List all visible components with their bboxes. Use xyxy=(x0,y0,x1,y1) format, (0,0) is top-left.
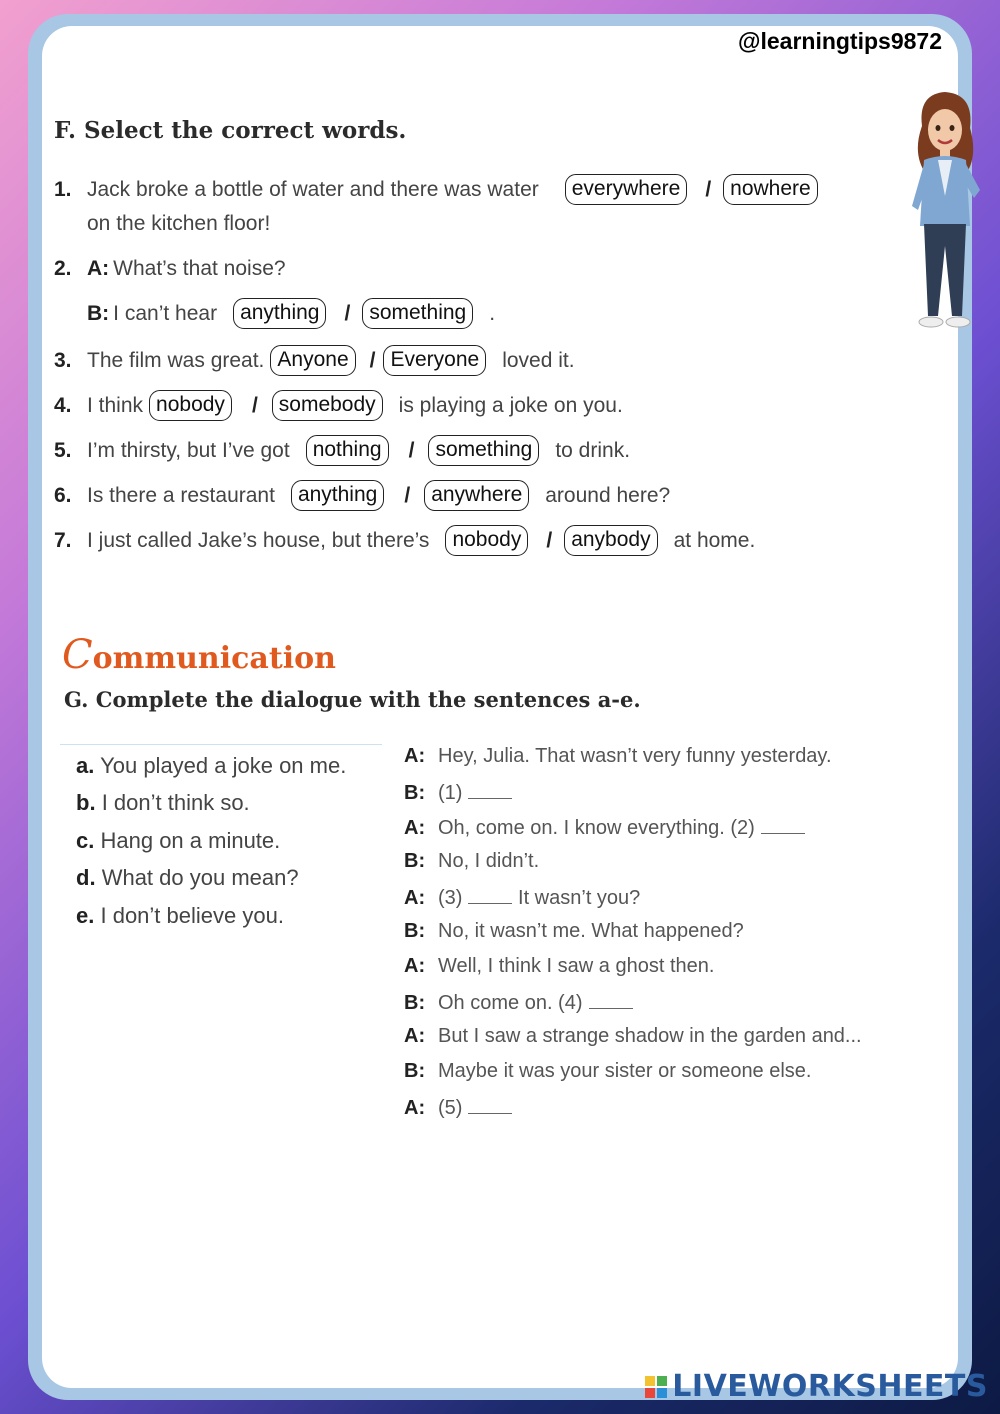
dialogue-line-2 xyxy=(404,780,512,805)
answer-blank-3[interactable] xyxy=(468,885,512,904)
dialogue-line-1 xyxy=(404,745,832,768)
dialogue-line-9 xyxy=(404,1025,862,1048)
dialogue-line-4 xyxy=(404,850,539,873)
option-anywhere[interactable]: anywhere xyxy=(424,480,529,511)
dialogue-text: But I saw a strange shadow in the garden and... xyxy=(438,1025,862,1047)
question-3 xyxy=(54,345,575,376)
option-separator: / xyxy=(705,177,712,201)
section-g-title: G. Complete the dialogue with the sentences a-e. xyxy=(64,687,641,712)
dialogue-text: No, I didn’t. xyxy=(438,850,540,872)
question-number: 4. xyxy=(54,393,72,417)
question-text-end: at home. xyxy=(673,528,756,552)
speaker-label: A: xyxy=(404,745,426,767)
option-anything[interactable]: anything xyxy=(291,480,384,511)
question-text: I think xyxy=(87,393,144,417)
option-something[interactable]: something xyxy=(428,435,539,466)
question-5 xyxy=(54,435,630,466)
option-separator: / xyxy=(404,483,411,507)
question-number: 7. xyxy=(54,528,72,552)
speaker-label: B: xyxy=(404,1060,426,1082)
dialogue-text: Hey, Julia. That wasn’t very funny yesterday. xyxy=(438,745,832,767)
question-text: I can’t hear xyxy=(113,301,218,325)
speaker-label: A: xyxy=(404,887,426,909)
dialogue-text: (3) xyxy=(438,887,463,909)
question-text-end: is playing a joke on you. xyxy=(398,393,623,417)
question-text-end: around here? xyxy=(545,483,671,507)
speaker-b-label: B: xyxy=(87,301,110,325)
option-anybody[interactable]: anybody xyxy=(564,525,657,556)
option-anything[interactable]: anything xyxy=(233,298,326,329)
dialogue-text: (5) xyxy=(438,1097,463,1119)
question-text-end: . xyxy=(489,301,496,325)
dialogue-line-8 xyxy=(404,990,633,1015)
option-nothing[interactable]: nothing xyxy=(306,435,389,466)
dialogue-line-10 xyxy=(404,1060,812,1083)
option-letter: d. xyxy=(76,865,96,890)
dialogue-line-11 xyxy=(404,1095,512,1120)
dialogue-text: Oh, come on. I know everything. (2) xyxy=(438,817,755,839)
answer-option-e xyxy=(76,903,284,929)
dialogue-line-6 xyxy=(404,920,744,943)
question-number: 5. xyxy=(54,438,72,462)
liveworksheets-logo-text: LIVEWORKSHEETS xyxy=(672,1369,988,1404)
option-letter: b. xyxy=(76,790,96,815)
question-6 xyxy=(54,480,670,511)
question-4 xyxy=(54,390,623,421)
dialogue-text: Oh come on. (4) xyxy=(438,992,583,1014)
speaker-label: B: xyxy=(404,992,426,1014)
answer-blank-2[interactable] xyxy=(761,815,805,834)
dialogue-line-7 xyxy=(404,955,714,978)
question-number: 1. xyxy=(54,177,72,201)
question-text: I’m thirsty, but I’ve got xyxy=(87,438,290,462)
speaker-label: B: xyxy=(404,920,426,942)
option-separator: / xyxy=(251,393,258,417)
option-everywhere[interactable]: everywhere xyxy=(565,174,688,205)
speaker-label: A: xyxy=(404,817,426,839)
option-text: I don’t believe you. xyxy=(100,903,284,928)
option-letter: a. xyxy=(76,753,95,778)
question-1-line-2: on the kitchen floor! xyxy=(87,212,271,235)
option-separator: / xyxy=(408,438,415,462)
option-something[interactable]: something xyxy=(362,298,473,329)
speaker-label: B: xyxy=(404,850,426,872)
option-anyone[interactable]: Anyone xyxy=(270,345,355,376)
option-nobody[interactable]: nobody xyxy=(149,390,232,421)
liveworksheets-logo-icon xyxy=(644,1375,668,1399)
dialogue-text: Well, I think I saw a ghost then. xyxy=(438,955,715,977)
question-text: What’s that noise? xyxy=(113,257,286,280)
question-number: 6. xyxy=(54,483,72,507)
speaker-label: A: xyxy=(404,1097,426,1119)
question-number: 2. xyxy=(54,257,72,280)
question-7 xyxy=(54,525,755,556)
option-letter: e. xyxy=(76,903,95,928)
option-text: I don’t think so. xyxy=(101,790,250,815)
option-text: Hang on a minute. xyxy=(100,828,281,853)
answer-blank-4[interactable] xyxy=(589,990,633,1009)
communication-initial: C xyxy=(62,632,93,678)
option-nowhere[interactable]: nowhere xyxy=(723,174,818,205)
speaker-label: B: xyxy=(404,782,426,804)
question-1 xyxy=(54,174,824,205)
question-text-end: to drink. xyxy=(555,438,631,462)
option-separator: / xyxy=(344,301,351,325)
watermark-handle: @learningtips9872 xyxy=(738,28,942,54)
dialogue-text: (1) xyxy=(438,782,463,804)
dialogue-text-after: It wasn’t you? xyxy=(518,887,641,909)
speaker-a-label: A: xyxy=(87,257,110,280)
answer-option-a xyxy=(76,753,346,779)
dialogue-line-3 xyxy=(404,815,805,840)
answer-option-d xyxy=(76,865,299,891)
answer-options-box xyxy=(60,744,382,945)
option-everyone[interactable]: Everyone xyxy=(383,345,486,376)
question-text: Jack broke a bottle of water and there was water xyxy=(87,177,539,201)
dialogue-text: Maybe it was your sister or someone else. xyxy=(438,1060,812,1082)
option-letter: c. xyxy=(76,828,95,853)
dialogue-text: No, it wasn’t me. What happened? xyxy=(438,920,744,942)
answer-option-c xyxy=(76,828,280,854)
question-text: I just called Jake’s house, but there’s xyxy=(87,528,430,552)
answer-option-b xyxy=(76,790,250,816)
question-text-end: loved it. xyxy=(502,348,575,372)
question-number: 3. xyxy=(54,348,72,372)
question-text: Is there a restaurant xyxy=(87,483,275,507)
question-2 xyxy=(54,257,286,281)
question-text: The film was great. xyxy=(87,348,265,372)
speaker-label: A: xyxy=(404,955,426,977)
answer-blank-5[interactable] xyxy=(468,1095,512,1114)
liveworksheets-logo xyxy=(644,1369,988,1404)
option-nobody[interactable]: nobody xyxy=(445,525,528,556)
speaker-label: A: xyxy=(404,1025,426,1047)
option-separator: / xyxy=(546,528,553,552)
question-2-line-b xyxy=(87,298,495,329)
cartoon-girl-illustration xyxy=(900,86,990,336)
option-text: You played a joke on me. xyxy=(100,753,347,778)
option-text: What do you mean? xyxy=(101,865,299,890)
option-separator: / xyxy=(369,348,376,372)
answer-blank-1[interactable] xyxy=(468,780,512,799)
dialogue-line-5 xyxy=(404,885,640,910)
communication-rest: ommunication xyxy=(92,641,336,676)
option-somebody[interactable]: somebody xyxy=(272,390,383,421)
section-f-title: F. Select the correct words. xyxy=(54,117,407,144)
communication-heading xyxy=(62,632,336,678)
